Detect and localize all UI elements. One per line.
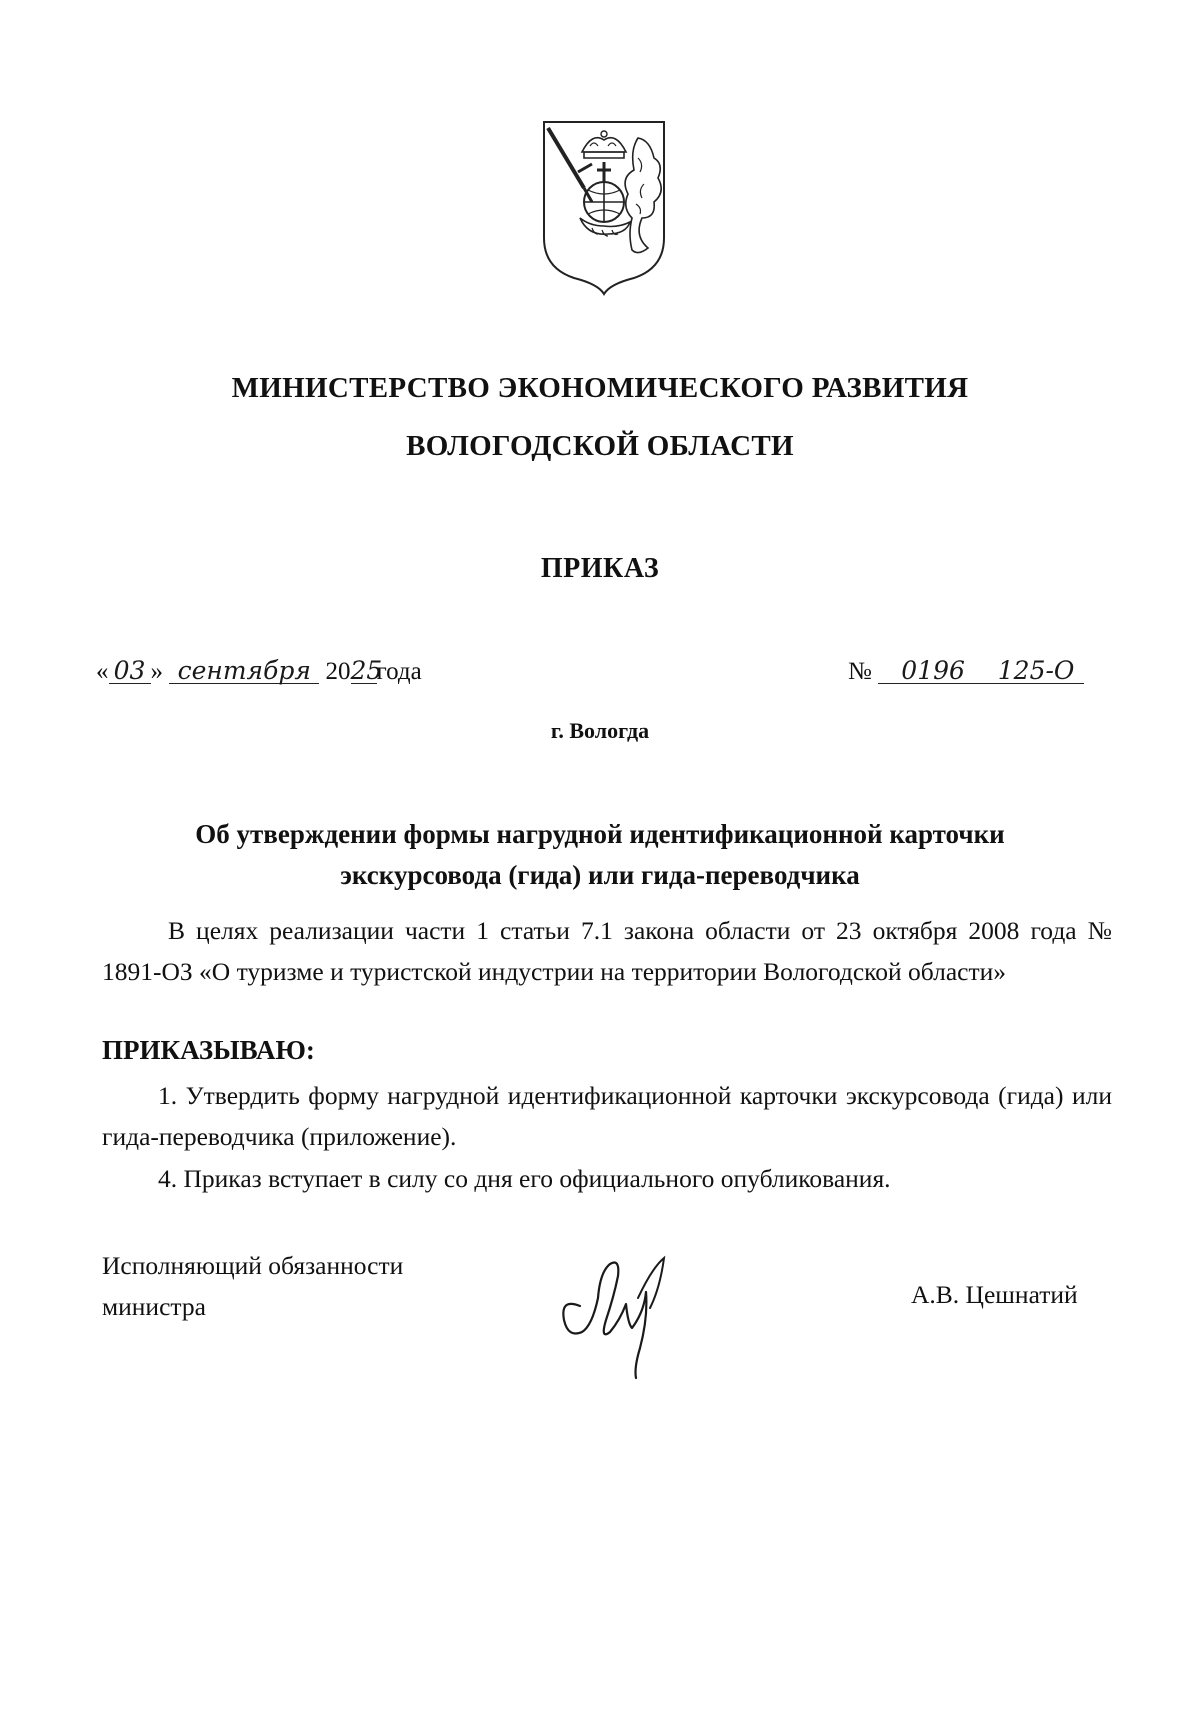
handwritten-signature (540, 1228, 700, 1388)
coat-of-arms-emblem (538, 118, 670, 296)
signatory-name: А.В. Цешнатий (911, 1280, 1078, 1309)
order-item-1: 1. Утвердить форму нагрудной идентификационной карточки экскурсовода (гида) или гида-переводчика (приложение). (102, 1081, 1112, 1151)
ministry-name-line-1: МИНИСТЕРСТВО ЭКОНОМИЧЕСКОГО РАЗВИТИЯ (231, 372, 969, 404)
order-subject-line-1: Об утверждении формы нагрудной идентификационной карточки (195, 819, 1005, 849)
order-number (848, 658, 1084, 686)
number-sign: № (848, 658, 872, 685)
command-heading: ПРИКАЗЫВАЮ: (102, 1035, 315, 1065)
date-open-quote: « (96, 658, 109, 685)
order-date (96, 658, 422, 686)
date-day: 03 (109, 659, 151, 684)
city-name: г. Вологда (550, 718, 650, 743)
date-month: сентября (169, 659, 319, 684)
number-value: 0196 (878, 659, 988, 684)
date-year-suffix: 25 (350, 656, 383, 685)
signatory-position-line-1: Исполняющий обязанности (102, 1251, 404, 1280)
preamble-paragraph: В целях реализации части 1 статьи 7.1 закона области от 23 октября 2008 года № 1891-ОЗ «О туризме и туристской индустрии на территории Вологодской области» (102, 916, 1112, 986)
date-year-prefix: 20 (325, 658, 351, 685)
order-subject-line-2: экскурсовода (гида) или гида-переводчика (340, 860, 860, 890)
date-year-word: года (376, 658, 422, 685)
document-type-title: ПРИКАЗ (540, 553, 660, 584)
ministry-name-line-2: ВОЛОГОДСКОЙ ОБЛАСТИ (406, 430, 794, 462)
signatory-position (102, 1245, 403, 1327)
date-close-quote: » (150, 658, 163, 685)
number-suffix: 125-О (988, 659, 1084, 684)
signatory-position-line-2: министра (102, 1292, 206, 1321)
order-item-4: 4. Приказ вступает в силу со дня его официального опубликования. (158, 1164, 891, 1193)
